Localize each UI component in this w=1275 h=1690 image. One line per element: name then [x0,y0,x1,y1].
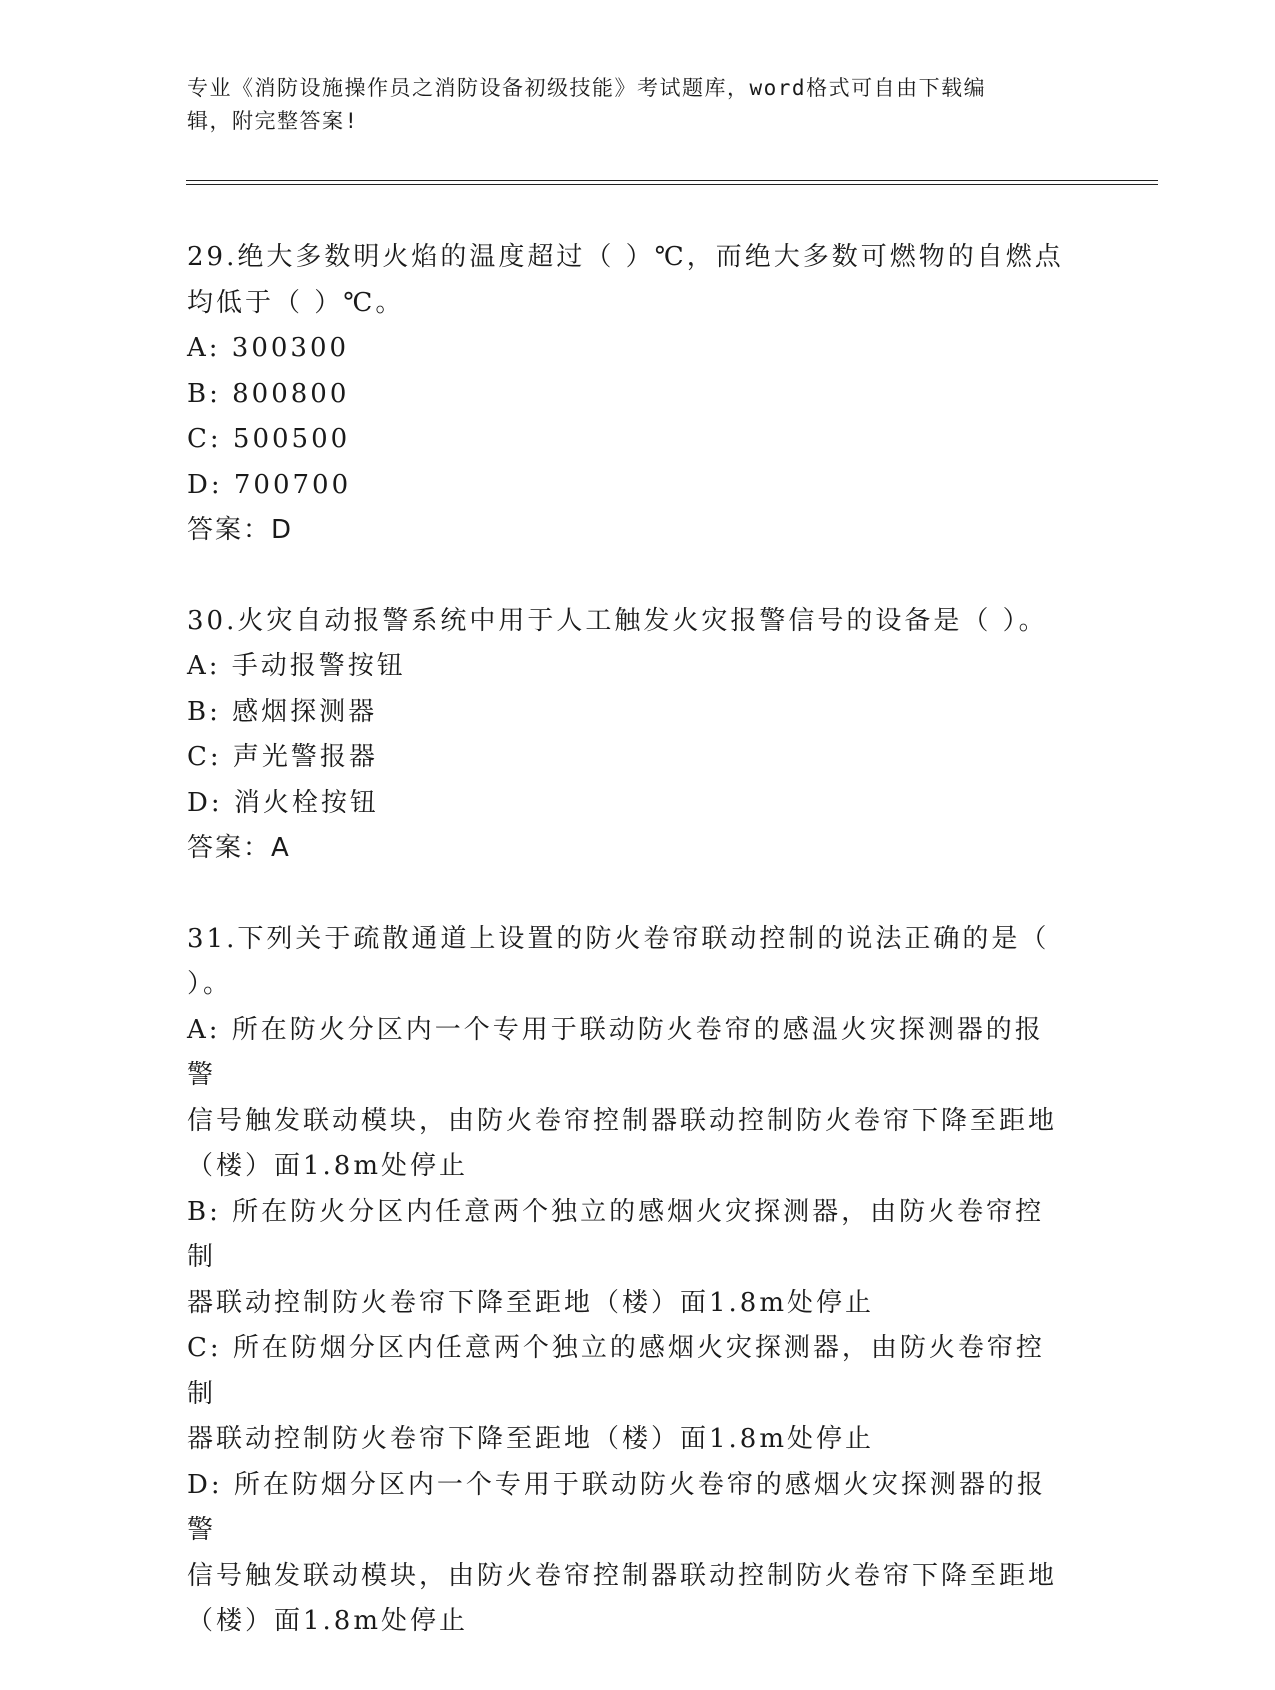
header-line: 专业《消防设施操作员之消防设备初级技能》考试题库，word格式可自由下载编 [187,76,987,100]
option-line: D: 消火栓按钮 [187,787,379,818]
option-line: 器联动控制防火卷帘下降至距地（楼）面1.8m处停止 [187,1424,875,1454]
question-list [187,235,1067,1690]
question-stem [187,235,1067,326]
answer-label: 答案：D [187,515,294,545]
option-line: B: 感烟探测器 [187,696,378,727]
option-line: D: 所在防烟分区内一个专用于联动防火卷帘的感烟火灾探测器的报警 [187,1469,1046,1545]
document-header [187,72,1067,138]
option-a [187,644,1067,690]
option-line: （楼）面1.8m处停止 [187,1151,469,1181]
header-line: 辑，附完整答案! [187,109,359,133]
stem-line: 31.下列关于疏散通道上设置的防火卷帘联动控制的说法正确的是（ [187,923,1050,954]
option-line: A: 手动报警按钮 [187,651,406,681]
stem-line: 29.绝大多数明火焰的温度超过（ ）℃，而绝大多数可燃物的自燃点 [187,242,1064,272]
option-line: A: 300300 [187,333,350,363]
option-line: B: 所在防火分区内任意两个独立的感烟火灾探测器，由防火卷帘控制 [187,1196,1045,1272]
option-c [187,417,1067,463]
question-31 [187,917,1067,1645]
option-line: （楼）面1.8m处停止 [187,1606,469,1636]
question-stem [187,599,1067,645]
option-c [187,1326,1067,1463]
option-c [187,735,1067,781]
question-30 [187,599,1067,872]
question-29 [187,235,1067,554]
header-divider [186,180,1158,181]
answer-label: 答案：A [187,833,291,863]
option-d [187,781,1067,827]
option-line: C: 声光警报器 [187,742,378,772]
option-line: 器联动控制防火卷帘下降至距地（楼）面1.8m处停止 [187,1287,875,1318]
option-b [187,1190,1067,1327]
stem-line: 30.火灾自动报警系统中用于人工触发火灾报警信号的设备是（ ）。 [187,605,1048,636]
option-line: 信号触发联动模块，由防火卷帘控制器联动控制防火卷帘下降至距地 [187,1560,1058,1591]
header-divider [186,184,1158,185]
option-line: B: 800800 [187,378,350,409]
stem-line: 均低于（ ）℃。 [187,287,405,318]
option-d [187,463,1067,509]
option-line: 信号触发联动模块，由防火卷帘控制器联动控制防火卷帘下降至距地 [187,1105,1058,1136]
option-line: A: 所在防火分区内一个专用于联动防火卷帘的感温火灾探测器的报警 [187,1014,1044,1090]
option-a [187,1008,1067,1190]
option-line: D: 700700 [187,469,352,500]
option-b [187,690,1067,736]
option-line: C: 500500 [187,424,351,454]
option-line: C: 所在防烟分区内任意两个独立的感烟火灾探测器，由防火卷帘控制 [187,1333,1045,1409]
stem-line: ）。 [187,969,233,999]
option-a [187,326,1067,372]
option-d [187,1463,1067,1645]
option-b [187,372,1067,418]
question-stem [187,917,1067,1008]
